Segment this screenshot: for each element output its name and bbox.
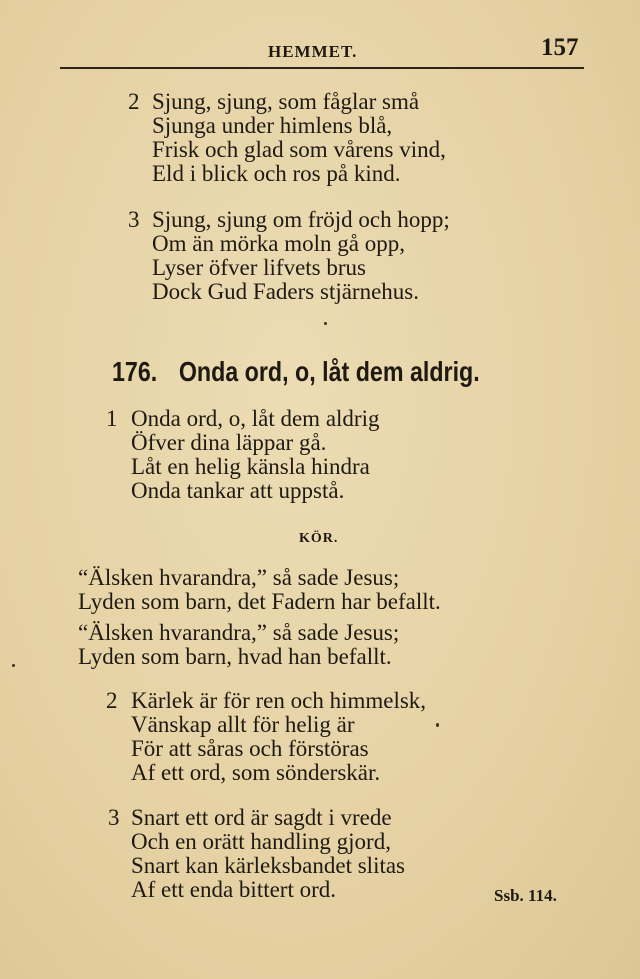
verse-line: Frisk och glad som vårens vind,: [152, 137, 446, 162]
header-rule: [60, 67, 584, 69]
verse-line: För att såras och förstöras: [131, 736, 369, 761]
hymn-verse-3: [108, 805, 406, 902]
verse-number: 3: [128, 207, 140, 232]
verse-number: 2: [106, 688, 118, 713]
verse-line: Vänskap allt för helig är: [131, 712, 355, 737]
verse-line: Sjung, sjung om fröjd och hopp;: [152, 207, 450, 232]
hymn-number: 176.: [112, 356, 158, 387]
print-speck: [324, 322, 327, 325]
verse-line: Om än mörka moln gå opp,: [152, 231, 405, 256]
page-number: 157: [541, 34, 579, 61]
hymn-heading: [112, 356, 480, 388]
verse-number: 1: [106, 406, 118, 431]
chorus-line: Lyden som barn, det Fadern har befallt.: [78, 589, 441, 614]
tune-reference: Ssb. 114.: [494, 886, 557, 905]
verse-line: Snart ett ord är sagdt i vrede: [131, 805, 392, 830]
verse-line: Af ett ord, som sönderskär.: [131, 760, 381, 785]
prev-verse-2: [128, 89, 446, 186]
chorus-line: “Älsken hvarandra,” så sade Jesus;: [78, 565, 400, 590]
verse-line: Sjunga under himlens blå,: [152, 113, 393, 138]
verse-line: Dock Gud Faders stjärnehus.: [152, 279, 420, 304]
verse-line: Snart kan kärleksbandet slitas: [131, 853, 406, 878]
prev-verse-3: [128, 207, 450, 304]
print-speck: [436, 723, 439, 727]
chorus-repeat: [78, 621, 399, 669]
print-speck: [12, 664, 15, 667]
chorus-label: KÖR.: [299, 531, 339, 546]
hymn-verse-1: [106, 406, 380, 503]
chorus: [78, 566, 441, 614]
verse-line: Af ett enda bittert ord.: [131, 877, 337, 902]
verse-line: Eld i blick och ros på kind.: [152, 161, 401, 186]
verse-line: Kärlek är för ren och himmelsk,: [131, 688, 427, 713]
verse-line: Onda ord, o, låt dem aldrig: [131, 406, 380, 431]
hymn-verse-2: [106, 688, 427, 785]
chorus-line: Lyden som barn, hvad han befallt.: [78, 644, 392, 669]
verse-line: Lyser öfver lifvets brus: [152, 255, 366, 280]
chorus-line: “Älsken hvarandra,” så sade Jesus;: [78, 620, 400, 645]
verse-line: Och en orätt handling gjord,: [131, 829, 391, 854]
verse-line: Onda tankar att uppstå.: [131, 478, 345, 503]
verse-number: 3: [108, 805, 120, 830]
verse-line: Öfver dina läppar gå.: [131, 430, 327, 455]
verse-number: 2: [128, 89, 140, 114]
verse-line: Låt en helig känsla hindra: [131, 454, 370, 479]
hymn-title: Onda ord, o, låt dem aldrig.: [178, 356, 480, 387]
verse-line: Sjung, sjung, som fåglar små: [152, 89, 420, 114]
running-header: HEMMET.: [268, 42, 358, 61]
